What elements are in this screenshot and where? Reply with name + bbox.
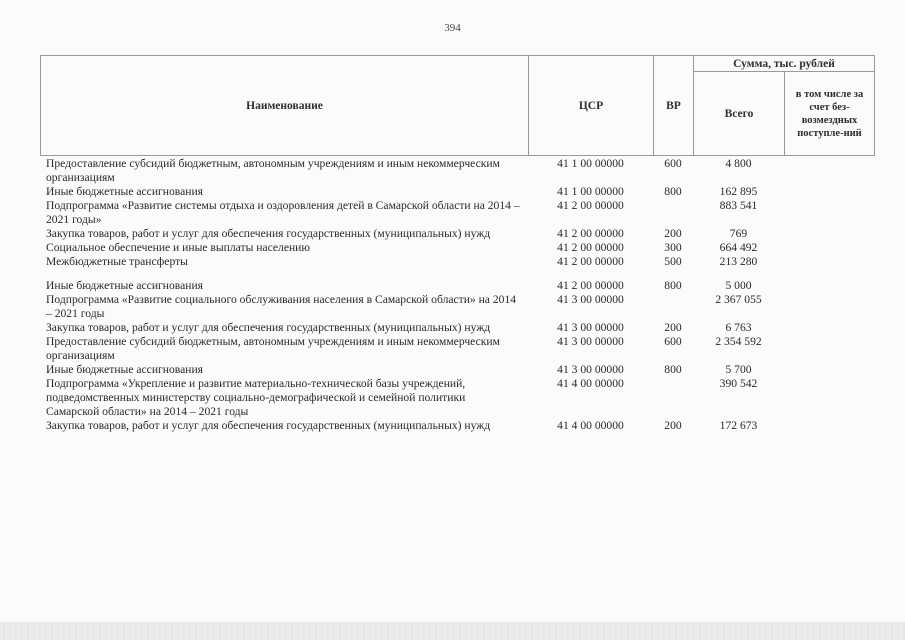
row-name: Закупка товаров, работ и услуг для обеспечения государственных (муниципальных) нужд	[46, 227, 491, 240]
table-header	[40, 55, 875, 156]
header-total: Всего	[694, 72, 785, 156]
row-csr: 41 4 00 00000	[557, 419, 624, 432]
row-csr: 41 3 00 00000	[557, 293, 624, 306]
row-name: Социальное обеспечение и иные выплаты населению	[46, 241, 311, 254]
table-row	[40, 419, 874, 433]
row-csr: 41 1 00 00000	[557, 185, 624, 198]
row-total: 213 280	[719, 255, 758, 268]
table-row	[40, 241, 874, 255]
scan-edge	[0, 622, 905, 640]
header-csr: ЦСР	[529, 56, 654, 156]
row-total: 6 763	[725, 321, 752, 334]
row-csr: 41 2 00 00000	[557, 199, 624, 212]
row-vr	[653, 199, 693, 227]
header-including: в том числе за счет без-возмездных поступле-ний	[785, 72, 875, 156]
row-total: 664 492	[719, 241, 758, 254]
row-name: Подпрограмма «Укрепление и развитие материально-технической базы учреждений, подведомственных министерству социально-демографической и семейной политики Самарской области» на 2014 – 2021 годы	[46, 377, 466, 418]
table-row	[40, 199, 874, 227]
row-vr: 800	[664, 363, 682, 376]
row-vr	[653, 377, 693, 419]
row-csr: 41 2 00 00000	[557, 227, 624, 240]
header-name: Наименование	[41, 56, 529, 156]
row-including	[784, 363, 874, 377]
row-name: Иные бюджетные ассигнования	[46, 279, 203, 292]
row-name: Предоставление субсидий бюджетным, автономным учреждениям и иным некоммерческим организациям	[46, 335, 500, 362]
row-including	[784, 377, 874, 419]
row-name: Подпрограмма «Развитие социального обслуживания населения в Самарской области» на 2014 – 2021 годы	[46, 293, 517, 320]
row-vr: 800	[664, 279, 682, 292]
table-row	[40, 227, 874, 241]
row-including	[784, 185, 874, 199]
row-total: 769	[729, 227, 748, 240]
row-name: Межбюджетные трансферты	[46, 255, 188, 268]
row-including	[784, 269, 874, 293]
row-name: Закупка товаров, работ и услуг для обеспечения государственных (муниципальных) нужд	[46, 419, 491, 432]
row-including	[784, 227, 874, 241]
table-row	[40, 377, 874, 419]
row-including	[784, 335, 874, 363]
row-total: 2 354 592	[715, 335, 762, 348]
row-total: 883 541	[719, 199, 758, 212]
header-vr: ВР	[654, 56, 694, 156]
row-total: 390 542	[719, 377, 758, 390]
row-including	[784, 321, 874, 335]
table-row	[40, 321, 874, 335]
page-number: 394	[444, 22, 461, 34]
row-csr: 41 1 00 00000	[557, 157, 624, 170]
row-vr	[653, 293, 693, 321]
row-vr: 200	[664, 227, 682, 240]
row-name: Закупка товаров, работ и услуг для обеспечения государственных (муниципальных) нужд	[46, 321, 491, 334]
row-vr: 200	[664, 321, 682, 334]
row-total: 2 367 055	[715, 293, 762, 306]
row-csr: 41 4 00 00000	[557, 377, 624, 390]
table-row	[40, 335, 874, 363]
row-including	[784, 157, 874, 185]
row-name: Иные бюджетные ассигнования	[46, 185, 203, 198]
row-vr: 300	[664, 241, 682, 254]
row-vr: 600	[664, 335, 682, 348]
row-total: 162 895	[719, 185, 758, 198]
table-row	[40, 293, 874, 321]
header-sum-group: Сумма, тыс. рублей	[694, 56, 875, 72]
row-csr: 41 2 00 00000	[557, 241, 624, 254]
row-csr: 41 2 00 00000	[557, 279, 624, 292]
row-name: Иные бюджетные ассигнования	[46, 363, 203, 376]
row-name: Подпрограмма «Развитие системы отдыха и оздоровления детей в Самарской области на 2014 – 2021 годы»	[46, 199, 520, 226]
row-vr: 200	[664, 419, 682, 432]
row-csr: 41 3 00 00000	[557, 363, 624, 376]
budget-table	[40, 157, 874, 433]
row-including	[784, 255, 874, 269]
row-total: 4 800	[725, 157, 752, 170]
table-row	[40, 363, 874, 377]
row-vr: 500	[664, 255, 682, 268]
table-row	[40, 255, 874, 269]
row-name: Предоставление субсидий бюджетным, автономным учреждениям и иным некоммерческим организациям	[46, 157, 500, 184]
row-including	[784, 241, 874, 255]
row-csr: 41 3 00 00000	[557, 335, 624, 348]
row-csr: 41 2 00 00000	[557, 255, 624, 268]
row-including	[784, 419, 874, 433]
row-csr: 41 3 00 00000	[557, 321, 624, 334]
table-row	[40, 269, 874, 293]
row-total: 5 700	[725, 363, 752, 376]
row-total: 5 000	[725, 279, 752, 292]
row-including	[784, 293, 874, 321]
row-total: 172 673	[719, 419, 758, 432]
table-row	[40, 185, 874, 199]
row-vr: 600	[664, 157, 682, 170]
table-row	[40, 157, 874, 185]
row-including	[784, 199, 874, 227]
row-vr: 800	[664, 185, 682, 198]
